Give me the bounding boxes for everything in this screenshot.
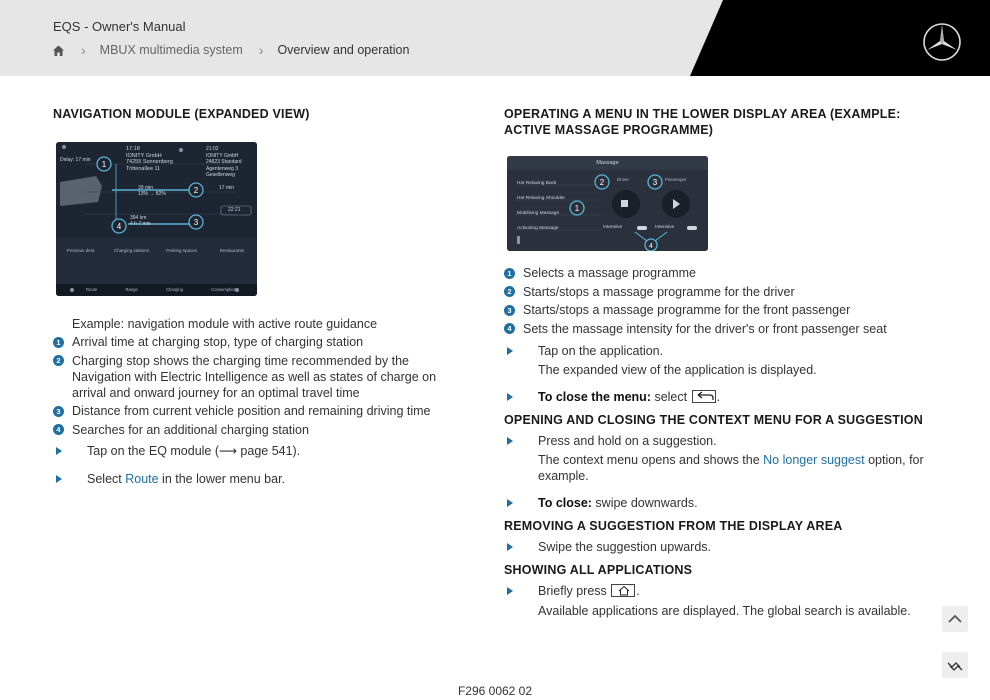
chevron-right-icon: › xyxy=(258,42,264,58)
instruction-step: Swipe the suggestion upwards. xyxy=(504,539,924,555)
number-4-icon: 4 xyxy=(504,323,515,334)
chevron-up-icon xyxy=(942,606,968,632)
step-arrow-icon xyxy=(507,347,513,355)
massage-title: Massage xyxy=(596,160,619,166)
nav-stop1-sub: Trittenallee 11 xyxy=(126,165,161,172)
route-link[interactable]: Route xyxy=(125,471,159,486)
step-arrow-icon xyxy=(507,437,513,445)
nav-delay: Delay: 17 min xyxy=(60,157,91,163)
nav-tile-charging[interactable]: Charging stations xyxy=(113,248,149,253)
massage-item[interactable]: Hot Relaxing Shoulder xyxy=(517,196,565,201)
back-key-icon xyxy=(692,390,716,403)
number-1-icon: 1 xyxy=(504,268,515,279)
breadcrumb xyxy=(52,42,409,58)
massage-item[interactable]: Activating Massage xyxy=(517,226,559,231)
massage-item[interactable]: Hot Relaxing Back xyxy=(517,181,557,186)
intensity-passenger[interactable]: Intensive xyxy=(655,225,675,230)
nav-tile-restaurants[interactable]: Restaurants xyxy=(219,248,244,253)
nav-stop2-addr: 24823 Standard xyxy=(206,159,242,165)
step-arrow-icon xyxy=(56,475,62,483)
brand-star-logo[interactable] xyxy=(922,22,962,62)
list-item: 2 Charging stop shows the charging time recommended by the Navigation with Electric Intelligence as well as states of charge on arrival and onward journey for an optimal travel time xyxy=(53,353,463,401)
right-column xyxy=(504,106,924,619)
number-3-icon: 3 xyxy=(53,406,64,417)
list-item: 4 Searches for an additional charging station xyxy=(53,422,463,438)
nav-distance: 394 km xyxy=(130,215,147,221)
nav-tab-consumption[interactable]: Consumption xyxy=(211,287,236,292)
nav-stop2-sub: Agentenweg 3 Gesellenweg xyxy=(206,165,238,178)
section-heading: SHOWING ALL APPLICATIONS xyxy=(504,562,693,577)
passenger-label: Passenger xyxy=(665,177,687,182)
list-item: 1 Selects a massage programme xyxy=(504,265,924,281)
scroll-to-top-button[interactable] xyxy=(942,606,968,632)
step-arrow-icon xyxy=(507,587,513,595)
step-arrow-icon xyxy=(507,393,513,401)
feedback-button[interactable] xyxy=(942,652,968,678)
number-4-icon: 4 xyxy=(53,424,64,435)
driver-label: Driver xyxy=(617,177,629,182)
number-2-icon: 2 xyxy=(53,355,64,366)
nav-charge2: 17 min xyxy=(219,185,235,191)
step-arrow-icon xyxy=(507,543,513,551)
nav-tab-route[interactable]: Route xyxy=(86,287,98,292)
instruction-step: To close: swipe downwards. xyxy=(504,495,924,511)
list-item: 4 Sets the massage intensity for the driver's or front passenger seat xyxy=(504,321,924,337)
breadcrumb-mbux[interactable]: MBUX multimedia system xyxy=(99,43,243,57)
instruction-step: Tap on the EQ module (⟶ page 541). xyxy=(53,443,463,459)
feedback-icon xyxy=(942,652,968,678)
svg-text:3: 3 xyxy=(193,218,199,227)
section-heading: OPENING AND CLOSING THE CONTEXT MENU FOR A SUGGESTION xyxy=(504,412,923,427)
nav-charge-pct: 13% → 82% xyxy=(138,191,166,197)
arrow-right-icon: ⟶ xyxy=(219,443,237,458)
nav-stop1-name: IONITY GmbH xyxy=(126,152,162,159)
nav-tile-previous[interactable]: Previous dest. xyxy=(66,248,96,253)
svg-text:1: 1 xyxy=(101,160,107,169)
navigation-module-screenshot xyxy=(56,142,257,296)
home-key-icon xyxy=(611,584,635,597)
svg-text:2: 2 xyxy=(599,178,605,187)
instruction-step: Tap on the application. The expanded view of the application is displayed. xyxy=(504,343,924,378)
nav-charge-time: 39 min xyxy=(138,185,154,191)
nav-duration: 4 h 7 min xyxy=(130,221,151,227)
massage-item[interactable]: Mobilising Massage xyxy=(517,211,560,216)
list-item: 3 Distance from current vehicle position and remaining driving time xyxy=(53,403,463,419)
no-longer-suggest-link[interactable]: No longer suggest xyxy=(763,452,865,467)
nav-stop2-name: IONITY GmbH xyxy=(206,152,239,159)
number-1-icon: 1 xyxy=(53,337,64,348)
page-header xyxy=(0,0,990,76)
instruction-step: Briefly press . Available applications are displayed. The global search is available. xyxy=(504,583,924,619)
nav-tile-parking[interactable]: Parking spaces xyxy=(166,248,198,253)
breadcrumb-overview[interactable]: Overview and operation xyxy=(277,43,410,57)
instruction-step: Press and hold on a suggestion. The context menu opens and shows the No longer suggest option, for example. xyxy=(504,433,924,484)
instruction-step: To close the menu: select . xyxy=(504,389,924,405)
svg-text:4: 4 xyxy=(649,243,653,250)
section-heading: REMOVING A SUGGESTION FROM THE DISPLAY AREA xyxy=(504,518,843,533)
step-arrow-icon xyxy=(56,447,62,455)
svg-text:2: 2 xyxy=(193,186,199,195)
nav-stop1-time: 17:18 xyxy=(126,146,140,152)
nav-stop2-time: 21:02 xyxy=(206,146,219,152)
figure-code: F296 0062 02 xyxy=(457,684,533,698)
chevron-right-icon: › xyxy=(81,42,86,58)
nav-stop1-addr: 74255 Sonnenberg xyxy=(126,159,173,165)
instruction-step: Select Route in the lower menu bar. xyxy=(53,471,463,487)
left-column xyxy=(53,106,463,487)
svg-text:1: 1 xyxy=(574,204,580,213)
svg-text:4: 4 xyxy=(116,222,122,231)
massage-screenshot xyxy=(507,156,708,251)
list-item: 2 Starts/stops a massage programme for the driver xyxy=(504,284,924,300)
nav-eta: 22:21 xyxy=(228,207,241,213)
section-heading: OPERATING A MENU IN THE LOWER DISPLAY AREA (EXAMPLE: ACTIVE MASSAGE PROGRAMME) xyxy=(504,107,901,137)
number-2-icon: 2 xyxy=(504,286,515,297)
svg-text:3: 3 xyxy=(652,178,658,187)
nav-tab-charging[interactable]: Charging xyxy=(166,287,184,292)
list-item: 3 Starts/stops a massage programme for the front passenger xyxy=(504,302,924,318)
list-item: 1 Arrival time at charging stop, type of charging station xyxy=(53,334,463,350)
number-3-icon: 3 xyxy=(504,305,515,316)
section-heading: NAVIGATION MODULE (EXPANDED VIEW) xyxy=(53,107,310,121)
home-icon[interactable] xyxy=(52,44,65,57)
manual-title: EQS - Owner's Manual xyxy=(53,19,186,34)
figure-caption: Example: navigation module with active route guidance xyxy=(72,317,378,331)
intensity-driver[interactable]: Intensive xyxy=(603,225,623,230)
nav-tab-range[interactable]: Range xyxy=(125,287,138,292)
step-arrow-icon xyxy=(507,499,513,507)
